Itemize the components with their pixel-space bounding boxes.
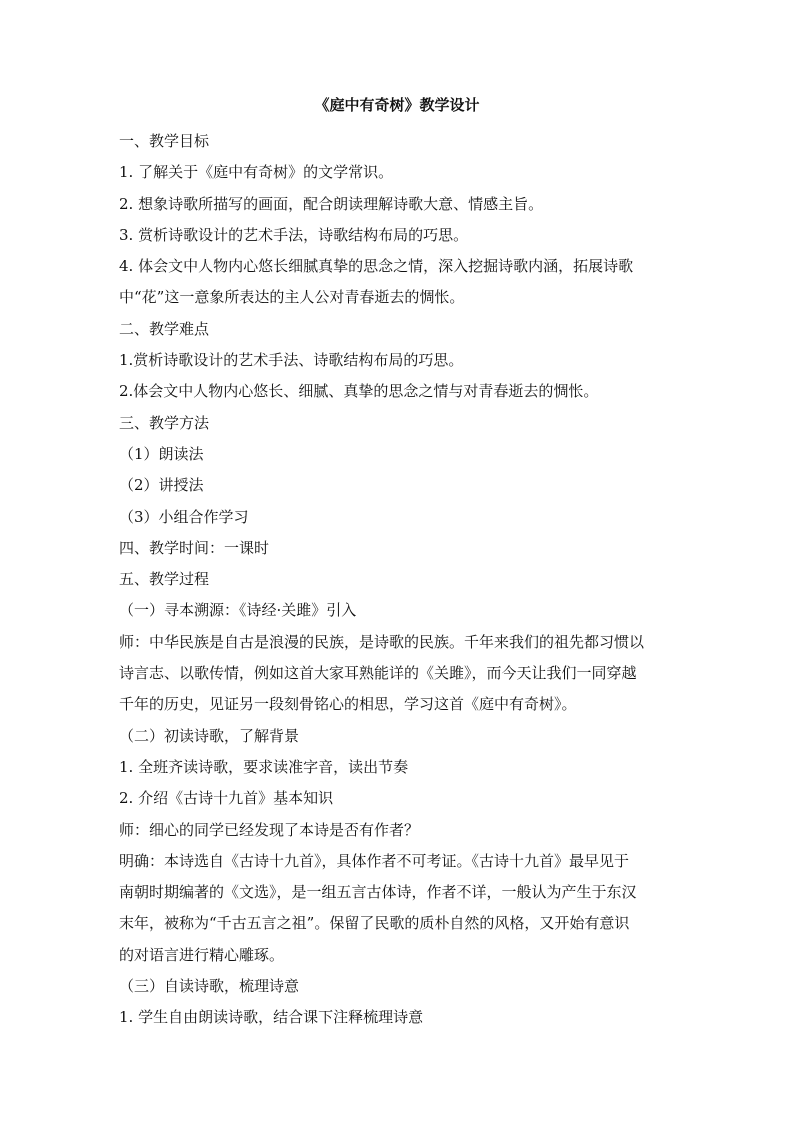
section-heading-difficulties: 二、教学难点 [119,319,210,338]
document-body [119,126,679,1034]
paragraph-line: 末年，被称为“千古五言之祖”。保留了民歌的质朴自然的风格，又开始有意识 [119,914,630,933]
step-item: 1. 学生自由朗读诗歌，结合课下注释梳理诗意 [119,1008,424,1027]
subsection-heading: （二）初读诗歌，了解背景 [119,726,300,745]
step-item: 1. 全班齐读诗歌，要求读准字音，读出节奏 [119,757,409,776]
step-item: 2. 介绍《古诗十九首》基本知识 [119,789,334,808]
difficulty-item: 2.体会文中人物内心悠长、细腻、真挚的思念之情与对青春逝去的惆怅。 [119,382,599,401]
objective-item: 3. 赏析诗歌设计的艺术手法，诗歌结构布局的巧思。 [119,225,469,244]
paragraph-line: 明确：本诗选自《古诗十九首》，具体作者不可考证。《古诗十九首》最早见于 [119,851,630,870]
method-item: （3）小组合作学习 [119,507,249,526]
objective-item: 1. 了解关于《庭中有奇树》的文学常识。 [119,163,394,182]
paragraph-line: 师：细心的同学已经发现了本诗是否有作者？ [119,820,420,839]
paragraph-line: 诗言志、以歌传情，例如这首大家耳熟能详的《关雎》，而今天让我们一同穿越 [119,664,637,683]
paragraph-line: 千年的历史，见证另一段刻骨铭心的相思，学习这首《庭中有奇树》。 [119,695,577,714]
document-title: 《庭中有奇树》教学设计 [314,96,480,114]
section-heading-methods: 三、教学方法 [119,413,210,432]
objective-item: 4. 体会文中人物内心悠长细腻真挚的思念之情，深入挖掘诗歌内涵，拓展诗歌 [119,257,634,276]
method-item: （2）讲授法 [119,476,204,495]
section-heading-process: 五、教学过程 [119,570,210,589]
objective-item-continued: 中“花”这一意象所表达的主人公对青春逝去的惆怅。 [119,288,465,307]
difficulty-item: 1.赏析诗歌设计的艺术手法、诗歌结构布局的巧思。 [119,351,464,370]
paragraph-line: 南朝时期编著的《文选》，是一组五言古体诗，作者不详，一般认为产生于东汉 [119,883,637,902]
subsection-heading: （三）自读诗歌，梳理诗意 [119,977,300,996]
objective-item: 2. 想象诗歌所描写的画面，配合朗读理解诗歌大意、情感主旨。 [119,194,544,213]
paragraph-line: 的对语言进行精心雕琢。 [119,945,285,964]
paragraph-line: 师：中华民族是自古是浪漫的民族，是诗歌的民族。千年来我们的祖先都习惯以 [119,632,645,651]
method-item: （1）朗读法 [119,444,204,463]
section-heading-objectives: 一、教学目标 [119,132,210,150]
subsection-heading: （一）寻本溯源：《诗经·关雎》引入 [119,601,357,620]
section-heading-time: 四、教学时间：一课时 [119,538,270,557]
